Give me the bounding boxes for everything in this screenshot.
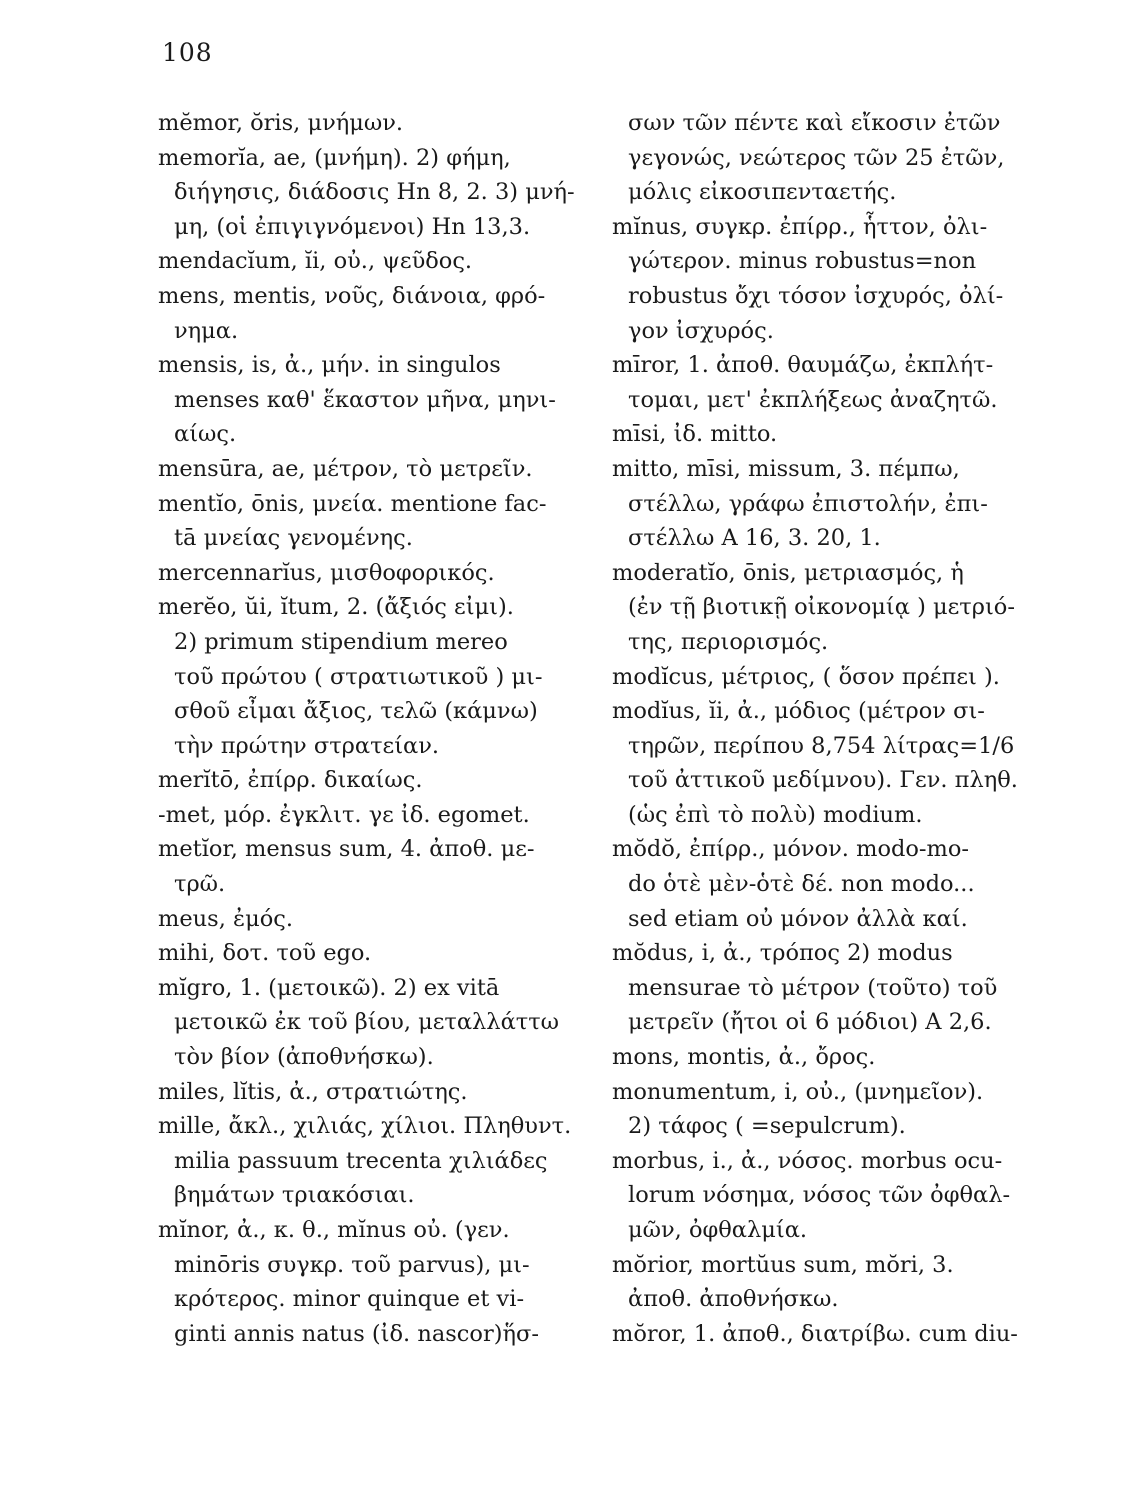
dictionary-line: mentĭo, ōnis, μνεία. mentione fac- [158, 490, 547, 517]
left-column [158, 106, 578, 1351]
dictionary-line: mihi, δοτ. τοῦ ego. [158, 940, 372, 967]
dictionary-line: do ὁτὲ μὲν-ὁτὲ δέ. non modo... [628, 871, 975, 898]
dictionary-line: minōris συγκρ. τοῦ parvus), μι- [174, 1251, 530, 1278]
dictionary-line: μόλις εἰκοσιπενταετής. [628, 179, 897, 206]
dictionary-line: βημάτων τριακόσιαι. [174, 1182, 415, 1209]
dictionary-line: moderatĭo, ōnis, μετριασμός, ἡ [612, 559, 964, 586]
dictionary-line: metĭor, mensus sum, 4. ἀποθ. με- [158, 836, 535, 863]
dictionary-line: morbus, i., ἀ., νόσος. morbus ocu- [612, 1147, 1003, 1174]
dictionary-line: τοῦ ἀττικοῦ μεδίμνου). Γεν. πληθ. [628, 767, 1018, 794]
dictionary-line: sed etiam οὐ μόνον ἀλλὰ καί. [628, 905, 968, 932]
page-number: 108 [162, 38, 213, 67]
dictionary-line: mŏdus, i, ἀ., τρόπος 2) modus [612, 940, 953, 967]
dictionary-line: mercennarĭus, μισθοφορικός. [158, 559, 495, 586]
dictionary-line: modĭus, ĭi, ἀ., μόδιος (μέτρον σι- [612, 698, 985, 725]
dictionary-line: μη, (οἱ ἐπιγιγνόμενοι) Hn 13,3. [174, 213, 531, 240]
dictionary-line: mensūra, ae, μέτρον, τὸ μετρεῖν. [158, 455, 533, 482]
dictionary-line: mens, mentis, νοῦς, διάνοια, φρό- [158, 282, 546, 309]
dictionary-line: merĭtō, ἐπίρρ. δικαίως. [158, 767, 423, 794]
dictionary-line: τοῦ πρώτου ( στρατιωτικοῦ ) μι- [174, 663, 543, 690]
dictionary-line: mensurae τὸ μέτρον (τοῦτο) τοῦ [628, 974, 998, 1001]
dictionary-line: mĭnus, συγκρ. ἐπίρρ., ἧττον, ὀλι- [612, 213, 988, 240]
dictionary-line: μετρεῖν (ἤτοι οἱ 6 μόδιοι) Α 2,6. [628, 1009, 992, 1036]
dictionary-line: (ὡς ἐπὶ τὸ πολὺ) modium. [628, 801, 923, 828]
dictionary-line: mons, montis, ἀ., ὄρος. [612, 1044, 876, 1071]
dictionary-line: mille, ἄκλ., χιλιάς, χίλιοι. Πληθυντ. [158, 1113, 572, 1140]
dictionary-line: mensis, is, ἀ., μήν. in singulos [158, 352, 501, 379]
dictionary-line: tā μνείας γενομένης. [174, 525, 413, 552]
dictionary-line: μῶν, ὀφθαλμία. [628, 1217, 808, 1243]
dictionary-line: lorum νόσημα, νόσος τῶν ὀφθαλ- [628, 1182, 1011, 1209]
dictionary-line: memorĭa, ae, (μνήμη). 2) φήμη, [158, 144, 511, 171]
dictionary-line: γον ἰσχυρός. [628, 317, 774, 344]
dictionary-line: μετοικῶ ἐκ τοῦ βίου, μεταλλάττω [174, 1009, 560, 1036]
dictionary-line: τὴν πρώτην στρατείαν. [174, 732, 440, 759]
dictionary-line: της, περιορισμός. [628, 628, 829, 655]
dictionary-line: τὸν βίον (ἀποθνήσκω). [174, 1044, 434, 1071]
dictionary-line: κρότερος. minor quinque et vi- [174, 1286, 525, 1313]
dictionary-line: σων τῶν πέντε καὶ εἴκοσιν ἐτῶν [628, 110, 1001, 136]
dictionary-line: στέλλω, γράφω ἐπιστολήν, ἐπι- [628, 490, 988, 517]
dictionary-line: σθοῦ εἶμαι ἄξιος, τελῶ (κάμνω) [174, 698, 538, 725]
dictionary-line: στέλλω Α 16, 3. 20, 1. [628, 525, 881, 552]
dictionary-line: milia passuum trecenta χιλιάδες [174, 1147, 548, 1174]
dictionary-line: meus, ἐμός. [158, 905, 293, 932]
dictionary-line: ginti annis natus (ἰδ. nascor)ἥσ- [174, 1320, 539, 1347]
dictionary-line: mīsi, ἰδ. mitto. [612, 421, 778, 448]
dictionary-line: monumentum, i, οὐ., (μνημεῖον). [612, 1078, 984, 1105]
dictionary-line: mendacĭum, ĭi, οὐ., ψεῦδος. [158, 248, 473, 275]
dictionary-line: τομαι, μετ' ἐκπλήξεως ἀναζητῶ. [628, 386, 998, 413]
dictionary-line: mŏdŏ, ἐπίρρ., μόνον. modo-mo- [612, 836, 970, 863]
dictionary-line: 2) τάφος ( =sepulcrum). [628, 1113, 906, 1140]
dictionary-line: (ἐν τῇ βιοτικῇ οἰκονομίᾳ ) μετριό- [628, 594, 1015, 621]
dictionary-line: γεγονώς, νεώτερος τῶν 25 ἐτῶν, [628, 144, 1005, 171]
dictionary-line: mĭnor, ἀ., κ. θ., mĭnus οὐ. (γεν. [158, 1217, 510, 1243]
dictionary-line: mĭgro, 1. (μετοικῶ). 2) ex vitā [158, 974, 500, 1001]
dictionary-line: mĕmor, ŏris, μνήμων. [158, 110, 404, 136]
right-column [612, 106, 1077, 1351]
dictionary-line: robustus ὄχι τόσον ἰσχυρός, ὀλί- [628, 282, 1004, 309]
dictionary-line: αίως. [174, 421, 237, 448]
dictionary-line: mŏror, 1. ἀποθ., διατρίβω. cum diu- [612, 1320, 1018, 1347]
dictionary-line: menses καθ' ἕκαστον μῆνα, μηνι- [174, 386, 556, 413]
dictionary-line: νημα. [174, 317, 239, 344]
dictionary-line: ἀποθ. ἀποθνήσκω. [628, 1286, 839, 1313]
dictionary-line: miles, lĭtis, ἀ., στρατιώτης. [158, 1078, 468, 1105]
dictionary-line: merĕo, ŭi, ĭtum, 2. (ἄξιός εἰμι). [158, 594, 514, 621]
dictionary-line: τηρῶν, περίπου 8,754 λίτρας=1/6 [628, 732, 1015, 759]
dictionary-line: γώτερον. minus robustus=non [628, 248, 977, 275]
dictionary-line: τρῶ. [174, 871, 226, 898]
dictionary-line: -met, μόρ. ἐγκλιτ. γε ἰδ. egomet. [158, 801, 530, 828]
dictionary-line: mīror, 1. ἀποθ. θαυμάζω, ἐκπλήτ- [612, 352, 994, 379]
dictionary-line: mŏrior, mortŭus sum, mŏri, 3. [612, 1251, 954, 1278]
dictionary-line: διήγησις, διάδοσις Hn 8, 2. 3) μνή- [174, 179, 575, 206]
dictionary-line: 2) primum stipendium mereo [174, 628, 508, 655]
dictionary-line: mitto, mīsi, missum, 3. πέμπω, [612, 455, 960, 482]
dictionary-line: modĭcus, μέτριος, ( ὅσον πρέπει ). [612, 663, 1000, 690]
